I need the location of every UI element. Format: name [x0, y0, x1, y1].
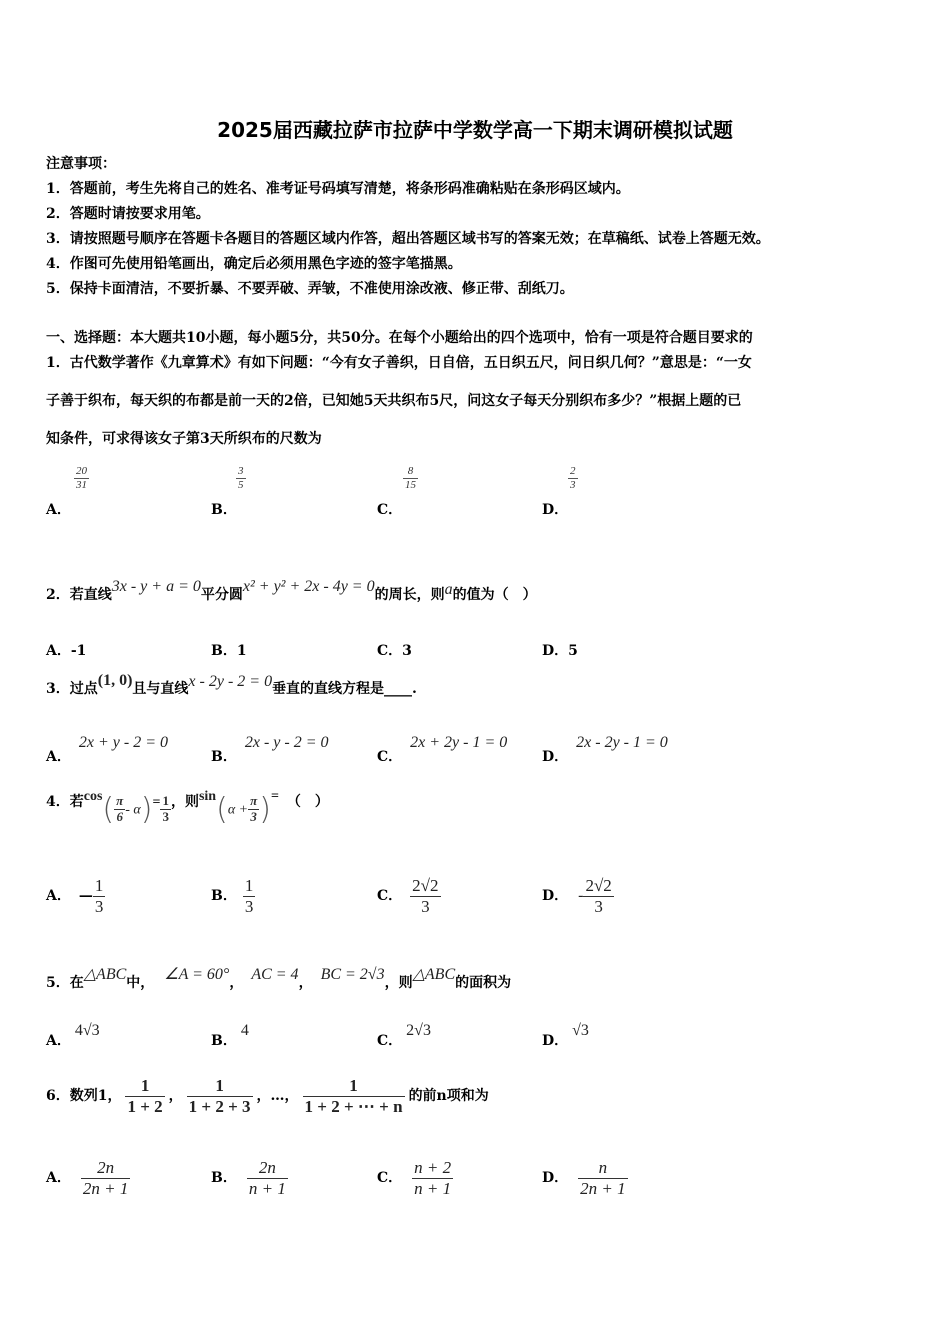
- text-span: 2: [570, 465, 576, 477]
- text-span: ，: [229, 975, 244, 991]
- text-span: 中，: [126, 975, 155, 991]
- q6-stem: [46, 1076, 489, 1116]
- q1-option-a[interactable]: [46, 465, 87, 518]
- text-span: 5: [238, 478, 244, 491]
- text-span: 1: [187, 1076, 253, 1097]
- text-span: —: [78, 888, 93, 905]
- q4-option-a[interactable]: [46, 876, 105, 916]
- text-span: BC = 2√3: [320, 966, 385, 983]
- q1-option-d[interactable]: [542, 465, 576, 518]
- q5-option-d[interactable]: [542, 1020, 589, 1049]
- text-span: 4: [240, 1022, 249, 1039]
- option-label: A．: [46, 502, 71, 518]
- text-span: 2n + 1: [82, 1178, 129, 1198]
- q5-option-a[interactable]: [46, 1020, 100, 1049]
- text-span: 1: [244, 876, 254, 895]
- notice-item: 5．保持卡面清洁，不要折暴、不要弄破、弄皱，不准使用涂改液、修正带、刮纸刀。: [46, 281, 574, 297]
- text-span: ，则: [384, 975, 413, 991]
- text-span: D．: [542, 888, 569, 905]
- text-span: C．: [377, 1033, 403, 1049]
- text-span: 20: [76, 465, 87, 477]
- circle-equation: x² + y² + 2x - 4y = 0: [242, 578, 375, 595]
- text-span: C．: [377, 1170, 403, 1187]
- notice-item: 2．答题时请按要求用笔。: [46, 206, 210, 222]
- text-span: 3: [402, 643, 412, 659]
- text-span: 2n + 1: [580, 1178, 626, 1198]
- text-span: B．: [211, 888, 237, 905]
- text-span: D．: [542, 1033, 569, 1049]
- text-span: 平分圆: [200, 587, 243, 603]
- q6-option-d[interactable]: [542, 1158, 628, 1198]
- text-span: 的值为（ ）: [452, 587, 537, 603]
- text-span: D．: [542, 749, 569, 765]
- text-span: B．: [211, 1033, 237, 1049]
- q6-option-c[interactable]: [377, 1158, 453, 1198]
- text-span: 3: [594, 896, 603, 916]
- text-span: 1: [162, 793, 169, 809]
- text-span: n: [578, 1158, 627, 1179]
- q1-text-line: 子善于织布，每天织的布都是前一天的2倍，已知她5天共织布5尺，问这女子每天分别织布多少？”根据上题的已: [46, 393, 742, 409]
- variable: a: [444, 581, 453, 598]
- text-span: 31: [76, 478, 87, 491]
- q2-option-c[interactable]: [377, 640, 412, 660]
- text-span: 1: [125, 1076, 164, 1097]
- fraction: [74, 465, 89, 491]
- text-span: n + 2: [414, 1158, 452, 1177]
- text-span: AC = 4: [251, 966, 299, 983]
- text-span: n + 1: [414, 1178, 452, 1198]
- text-span: π: [250, 793, 258, 809]
- q2-stem: [46, 578, 537, 604]
- q4-option-b[interactable]: [211, 876, 255, 916]
- q4-stem: 4．若cos( $\frac{\pi}{6}$ - α)= $\frac{1}{3}$ ，则sin(α + $\frac{\pi}{3}$ )= （ ）: [46, 788, 329, 827]
- text-span: 3．过点: [46, 681, 98, 697]
- text-span: D．: [542, 1170, 569, 1187]
- q1-text-line: 知条件，可求得该女子第3天所织布的尺数为: [46, 431, 322, 447]
- text-span: -1: [70, 643, 87, 659]
- option-label: D．: [542, 502, 569, 518]
- text-span: 2√2: [412, 876, 439, 895]
- page-title: 2025届西藏拉萨市拉萨中学数学高一下期末调研模拟试题: [217, 118, 733, 142]
- text-span: C．: [377, 888, 403, 905]
- text-span: 且与直线: [132, 681, 189, 697]
- q1-text-line: 1．古代数学著作《九章算术》有如下问题：“今有女子善织，日自倍，五日织五尺，问日织几何？”意思是：“一女: [46, 355, 752, 371]
- q2-option-d[interactable]: [542, 640, 578, 660]
- text-span: - α: [125, 802, 141, 818]
- q5-option-b[interactable]: [211, 1020, 249, 1049]
- text-span: A．: [46, 888, 71, 905]
- text-span: 4√3: [74, 1022, 100, 1039]
- fraction: [236, 465, 246, 491]
- text-span: 8: [403, 465, 418, 479]
- text-span: 2n: [81, 1158, 130, 1179]
- text-span: A．: [46, 749, 71, 765]
- text-span: ，: [168, 1088, 183, 1105]
- q6-option-a[interactable]: [46, 1158, 130, 1198]
- text-span: B．: [211, 749, 237, 765]
- text-span: 3: [94, 896, 104, 916]
- option-label: C．: [377, 502, 403, 518]
- notice-heading: 注意事项：: [46, 156, 116, 172]
- text-span: 2n: [247, 1158, 288, 1179]
- text-span: △ABC: [412, 966, 456, 983]
- q6-option-b[interactable]: [211, 1158, 288, 1198]
- q3-option-a[interactable]: [46, 732, 168, 765]
- q3-option-c[interactable]: [377, 732, 508, 765]
- q1-option-c[interactable]: [377, 465, 416, 518]
- q3-stem: [46, 672, 417, 698]
- text-span: ，则: [170, 793, 199, 810]
- text-span: 1: [236, 643, 247, 659]
- section-heading: 一、选择题：本大题共10小题，每小题5分，共50分。在每个小题给出的四个选项中，恰有一项是符合题目要求的: [46, 330, 753, 346]
- text-span: 3: [238, 465, 244, 477]
- text-span: 1 + 2 + ⋯ + n: [304, 1096, 403, 1116]
- text-span: n + 1: [248, 1178, 286, 1198]
- text-span: 6．数列1，: [46, 1088, 122, 1105]
- line-equation: 3x - y + a = 0: [111, 578, 201, 595]
- text-span: 1: [94, 876, 104, 895]
- text-span: 3: [162, 809, 169, 824]
- text-span: ，…，: [256, 1088, 299, 1105]
- text-span: 1 + 2 + 3: [188, 1096, 251, 1116]
- q3-option-d[interactable]: [542, 732, 668, 765]
- text-span: 5．在: [46, 975, 84, 991]
- text-span: 垂直的直线方程是____.: [272, 681, 417, 697]
- text-span: √3: [572, 1022, 589, 1039]
- text-span: 2√2: [585, 876, 612, 895]
- text-span: α +: [227, 802, 249, 818]
- text-span: （ ）: [286, 793, 329, 810]
- point: (1, 0): [97, 672, 133, 689]
- text-span: =: [270, 788, 279, 804]
- triangle: △ABC: [83, 966, 127, 983]
- text-span: 6: [116, 809, 123, 824]
- q4-option-c[interactable]: [377, 876, 441, 916]
- text-span: 3: [250, 809, 257, 824]
- text-span: C．: [377, 643, 403, 659]
- fraction: [568, 465, 578, 491]
- text-span: cos: [83, 788, 103, 804]
- text-span: 1 + 2: [127, 1096, 163, 1116]
- text-span: ，: [298, 975, 313, 991]
- text-span: 2x - y - 2 = 0: [244, 734, 329, 751]
- text-span: 3: [244, 896, 254, 916]
- notice-item: 1．答题前，考生先将自己的姓名、准考证号码填写清楚，将条形码准确粘贴在条形码区域内。: [46, 181, 630, 197]
- text-span: 1: [303, 1076, 405, 1097]
- text-span: 4．若: [46, 793, 84, 810]
- text-span: D．: [542, 643, 569, 659]
- text-span: 2x - 2y - 1 = 0: [576, 734, 668, 751]
- q3-option-b[interactable]: [211, 732, 329, 765]
- text-span: B．: [211, 643, 237, 659]
- text-span: 5: [568, 643, 578, 659]
- q2-option-b[interactable]: [211, 640, 247, 660]
- q5-option-c[interactable]: [377, 1020, 431, 1049]
- notice-item: 3．请按照题号顺序在答题卡各题目的答题区域内作答，超出答题区域书写的答案无效；在草稿纸、试卷上答题无效。: [46, 231, 770, 247]
- option-label: B．: [211, 502, 237, 518]
- text-span: 2x + y - 2 = 0: [78, 734, 168, 751]
- text-span: ∠A = 60°: [164, 966, 230, 983]
- q2-option-a[interactable]: [46, 640, 86, 660]
- text-span: A．: [46, 1033, 71, 1049]
- q1-option-b[interactable]: [211, 465, 244, 518]
- text-span: =: [152, 794, 161, 810]
- text-span: sin: [198, 788, 217, 804]
- line-equation: x - 2y - 2 = 0: [188, 673, 273, 690]
- q4-option-d[interactable]: [542, 876, 614, 916]
- text-span: 2√3: [406, 1022, 431, 1039]
- text-span: C．: [377, 749, 403, 765]
- text-span: 的面积为: [455, 975, 512, 991]
- text-span: A．: [46, 643, 71, 659]
- text-span: 2．若直线: [46, 587, 112, 603]
- text-span: π: [116, 793, 124, 809]
- fraction: [403, 465, 418, 491]
- q5-stem: [46, 964, 512, 991]
- text-span: 2x + 2y - 1 = 0: [410, 734, 508, 751]
- text-span: B．: [211, 1170, 237, 1187]
- text-span: 的前n项和为: [408, 1088, 489, 1105]
- text-span: 的周长，则: [374, 587, 445, 603]
- text-span: 15: [405, 478, 416, 491]
- text-span: -: [578, 887, 584, 905]
- text-span: A．: [46, 1170, 71, 1187]
- text-span: 3: [570, 478, 576, 491]
- notice-item: 4．作图可先使用铅笔画出，确定后必须用黑色字迹的签字笔描黑。: [46, 256, 462, 272]
- text-span: 3: [421, 896, 430, 916]
